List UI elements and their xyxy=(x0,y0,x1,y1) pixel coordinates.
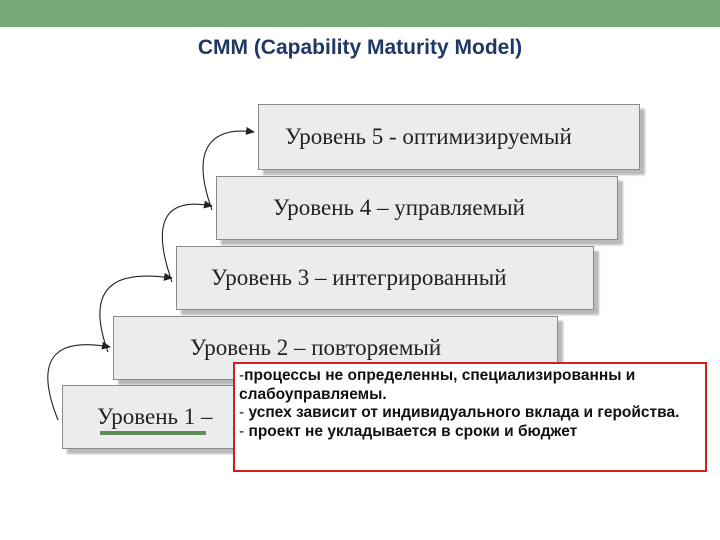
level-1-description-box xyxy=(233,362,707,472)
arrow-1-to-2 xyxy=(48,345,110,420)
slide-title: CMM (Capability Maturity Model) xyxy=(197,36,523,59)
level-5-label: Уровень 5 - оптимизируемый xyxy=(285,124,572,149)
arrow-4-to-5 xyxy=(203,131,254,210)
level-2-label: Уровень 2 – повторяемый xyxy=(190,335,442,360)
level-4-label: Уровень 4 – управляемый xyxy=(273,195,525,220)
level-3-label: Уровень 3 – интегрированный xyxy=(211,265,507,290)
description-item: -процессы не определенны, специализированны и слабоуправляемы. xyxy=(239,367,636,403)
level-1-label: Уровень 1 – xyxy=(97,404,213,429)
description-item: - проект не укладывается в сроки и бюджет xyxy=(239,422,578,440)
arrow-3-to-4 xyxy=(162,204,212,282)
description-item: - успех зависит от индивидуального вклада и геройства. xyxy=(239,404,680,421)
arrow-2-to-3 xyxy=(100,276,172,352)
